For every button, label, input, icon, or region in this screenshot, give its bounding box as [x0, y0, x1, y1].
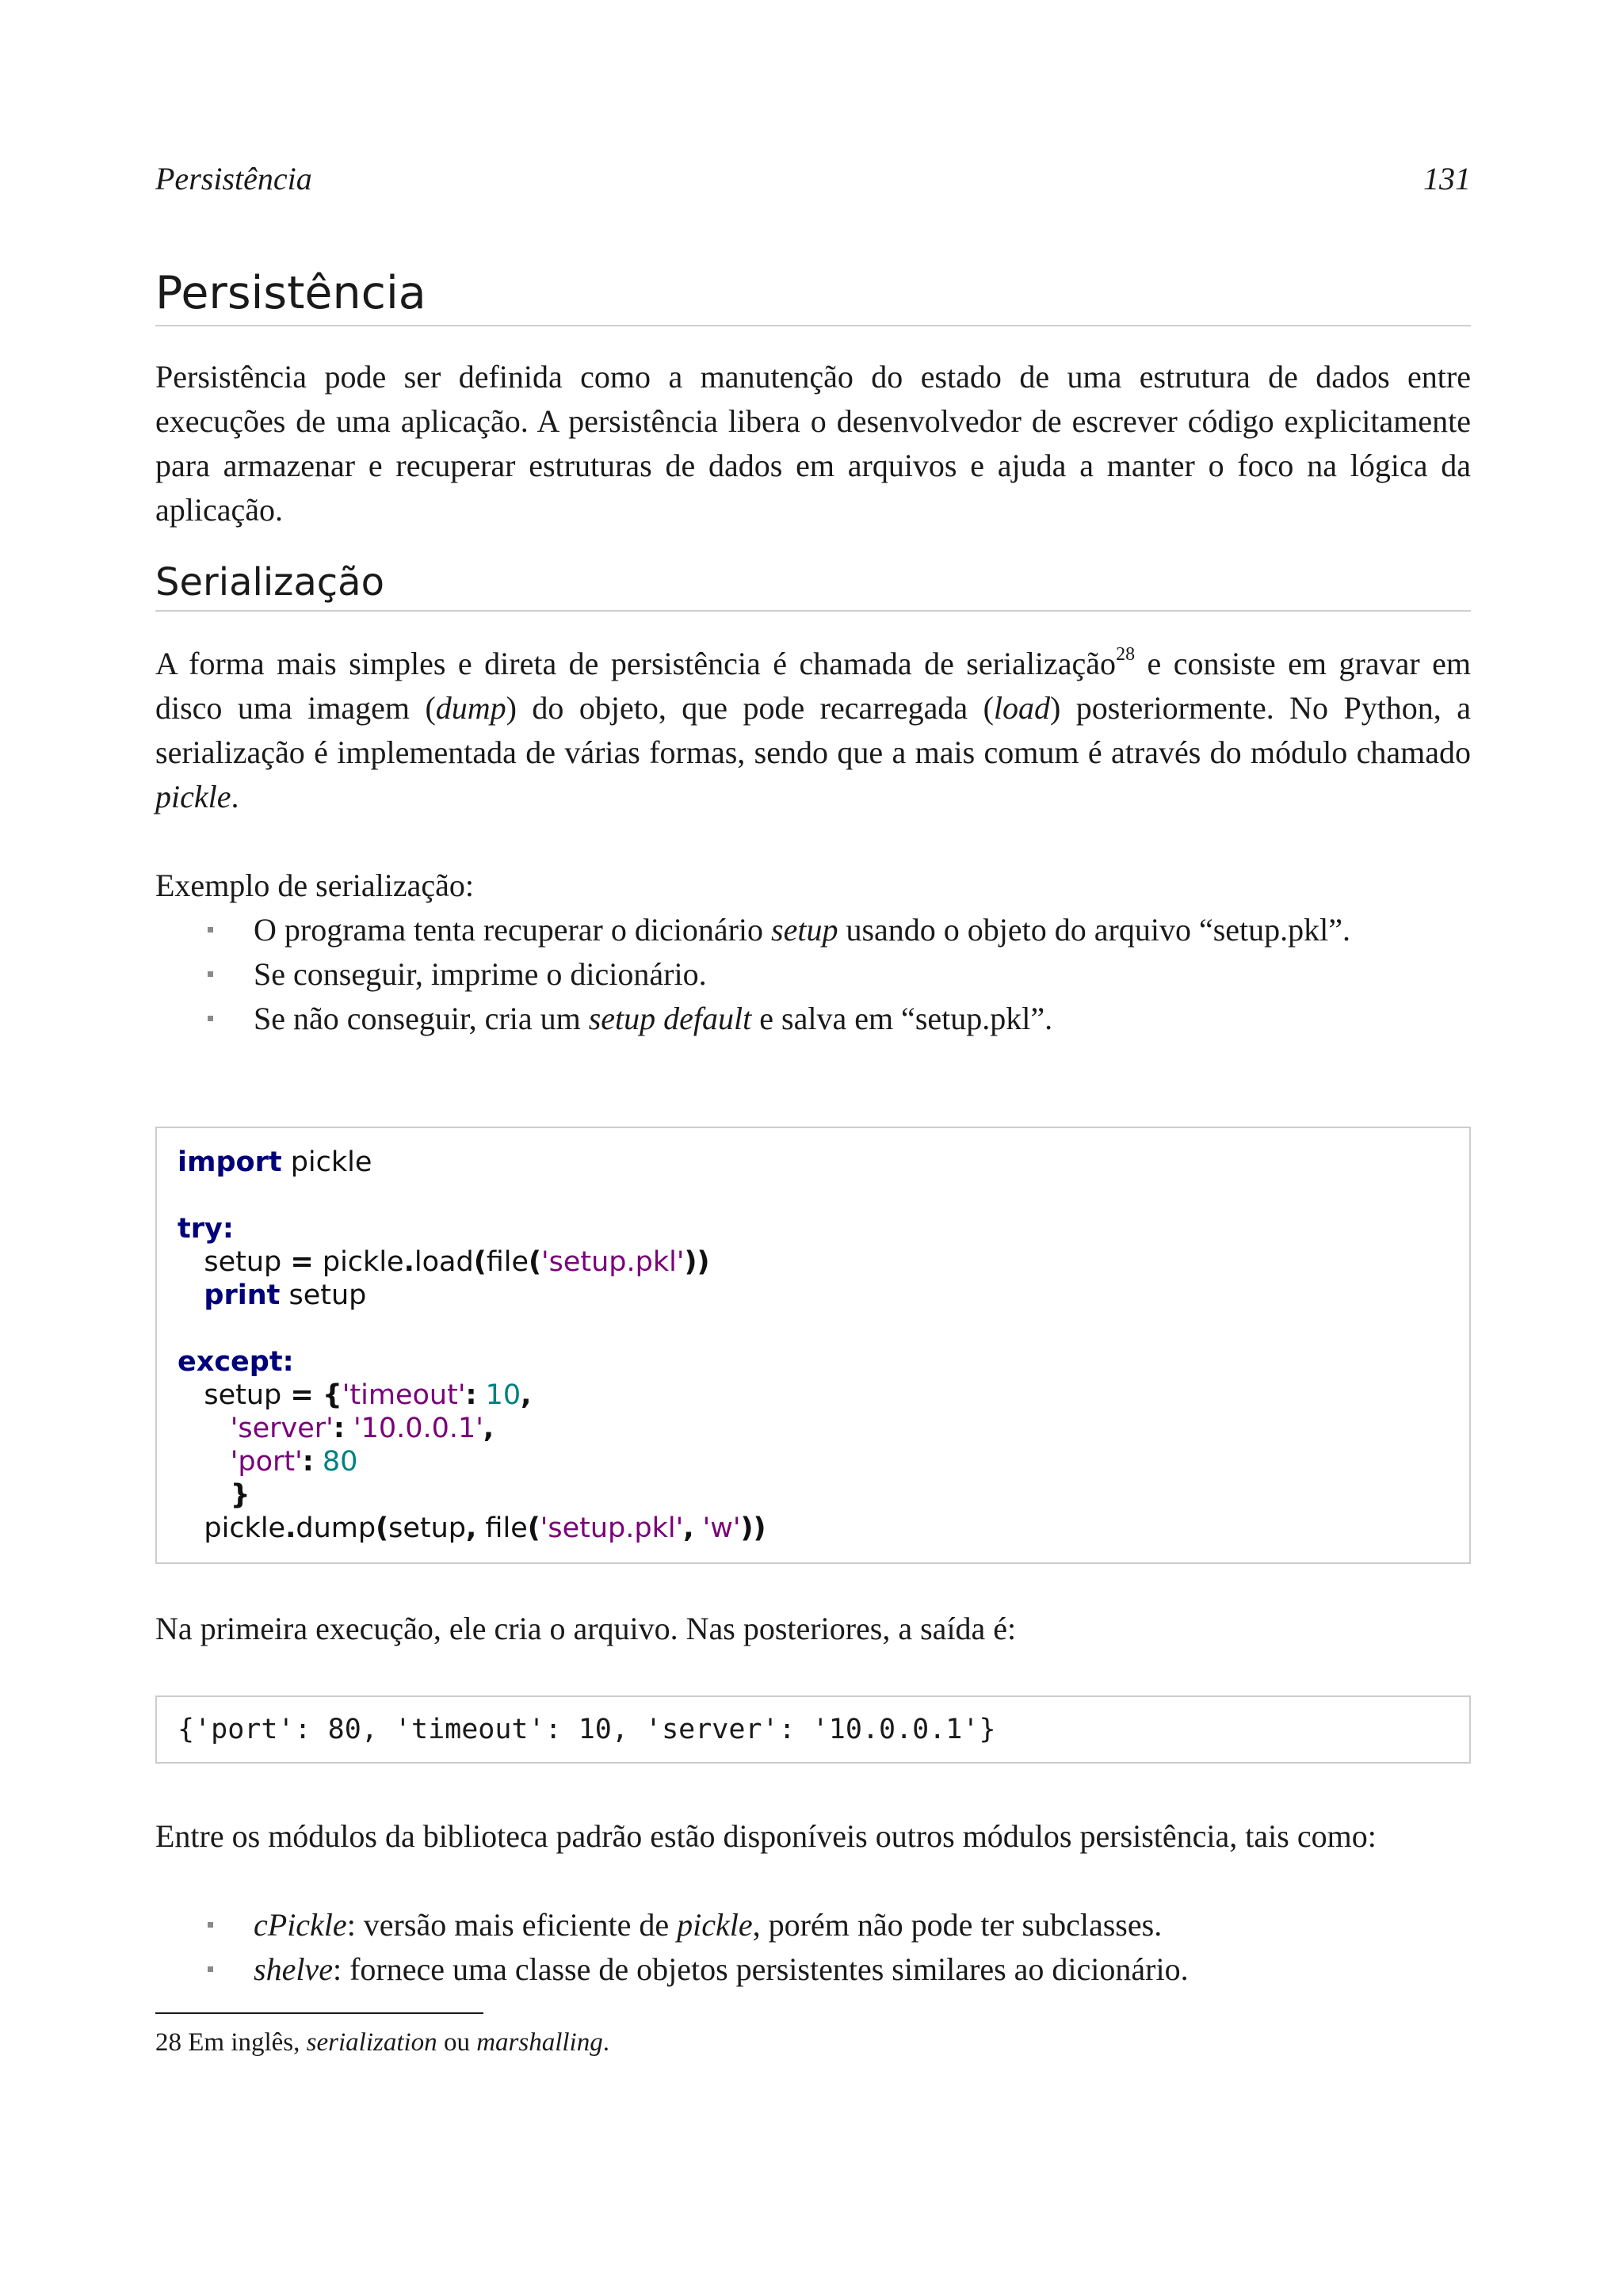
code-operator: ( [376, 1512, 389, 1544]
text-run: A forma mais simples e direta de persistência é chamada de serialização [155, 646, 1117, 681]
running-title: Persistência [155, 161, 312, 196]
code-string: 'server' [230, 1413, 334, 1444]
text-run: ou [437, 2028, 477, 2057]
term-load: load [993, 690, 1051, 726]
code-text: setup [178, 1379, 291, 1411]
code-line [178, 1146, 1449, 1179]
code-punct: : [282, 1346, 294, 1378]
code-keyword: try [178, 1213, 223, 1245]
code-string: '10.0.0.1' [353, 1413, 483, 1444]
term-pickle: pickle [155, 779, 231, 814]
example-label: Exemplo de serialização: [155, 868, 475, 903]
code-space [314, 1379, 323, 1411]
code-operator: { [322, 1379, 342, 1411]
footnote-divider [155, 2012, 483, 2014]
code-keyword: except [178, 1346, 283, 1378]
text-run: usando o objeto do arquivo “setup.pkl”. [838, 912, 1351, 948]
list-item [155, 1947, 1471, 1992]
code-operator: : [465, 1379, 477, 1411]
code-line [178, 1345, 1449, 1379]
code-indent [178, 1446, 231, 1478]
code-operator: )) [684, 1246, 710, 1278]
serialization-paragraph [155, 642, 1471, 819]
text-run: : versão mais eficiente de [346, 1907, 678, 1943]
code-number: 10 [485, 1379, 521, 1411]
code-operator: : [302, 1446, 314, 1478]
module-name-cpickle: cPickle [254, 1907, 347, 1943]
text-run: Se não conseguir, cria um [254, 1001, 589, 1036]
term-pickle: pickle [677, 1907, 753, 1943]
bullet-icon [208, 971, 213, 977]
code-operator: , [483, 1413, 495, 1444]
term-setup-default: setup default [588, 1001, 752, 1036]
code-line [178, 1212, 1449, 1245]
code-indent [178, 1280, 204, 1311]
code-space [694, 1512, 703, 1544]
modules-intro-paragraph: Entre os módulos da biblioteca padrão estão disponíveis outros módulos persistência, tais como: [155, 1818, 1377, 1854]
code-operator: ( [527, 1512, 540, 1544]
code-operator: , [466, 1512, 477, 1544]
code-text: pickle [313, 1246, 404, 1278]
code-text: setup [388, 1512, 466, 1544]
code-text: setup [280, 1280, 367, 1311]
page-number: 131 [1423, 161, 1471, 196]
code-operator: , [683, 1512, 694, 1544]
code-line [178, 1512, 1449, 1545]
term-dump: dump [435, 690, 506, 726]
code-line [178, 1445, 1449, 1478]
code-indent [178, 1413, 231, 1444]
text-run: Se conseguir, imprime o dicionário. [254, 956, 707, 992]
text-run: ) posteriormente. No Python, a serialização é implementada de várias formas, sendo que a mais comum é através do módulo chamado [155, 690, 1471, 770]
code-operator: . [285, 1512, 296, 1544]
code-text: pickle [178, 1512, 286, 1544]
list-item [155, 952, 1471, 997]
code-string: 'port' [230, 1446, 303, 1478]
list-item [155, 1903, 1471, 1947]
text-run: O programa tenta recuperar o dicionário [254, 912, 772, 948]
code-keyword: import [178, 1146, 282, 1178]
code-operator: ( [473, 1246, 487, 1278]
module-name-shelve: shelve [254, 1951, 333, 1987]
code-line [178, 1279, 1449, 1312]
code-operator: ( [529, 1246, 541, 1278]
code-text: pickle [281, 1146, 372, 1178]
code-text: load [414, 1246, 474, 1278]
code-text: file [486, 1246, 529, 1278]
code-blank-line [178, 1312, 1449, 1345]
code-line [178, 1412, 1449, 1445]
bullet-icon [208, 1966, 213, 1972]
footnote-ref[interactable]: 28 [1116, 644, 1136, 665]
code-string: 'timeout' [342, 1379, 466, 1411]
code-space [476, 1379, 485, 1411]
after-code-paragraph: Na primeira execução, ele cria o arquivo. Nas posteriores, a saída é: [155, 1611, 1017, 1646]
code-operator: } [230, 1479, 250, 1511]
code-line [178, 1245, 1449, 1279]
term-setup: setup [771, 912, 838, 948]
code-operator: )) [740, 1512, 766, 1544]
list-item [155, 997, 1471, 1041]
code-text: dump [296, 1512, 376, 1544]
code-keyword: print [204, 1280, 281, 1311]
text-run: , porém não pode ter subclasses. [752, 1907, 1163, 1943]
code-operator: = [290, 1246, 314, 1278]
text-run: . [231, 779, 239, 814]
text-run: e salva em “setup.pkl”. [751, 1001, 1053, 1036]
code-number: 80 [322, 1446, 358, 1478]
list-item [155, 908, 1471, 952]
intro-paragraph: Persistência pode ser definida como a manutenção do estado de uma estrutura de dados entre execuções de uma aplicação. A persistência libera o desenvolvedor de escrever código explicitamente para armazenar e recuperar estruturas de dados em arquivos e ajuda a manter o foco na lógica da aplicação. [155, 359, 1471, 528]
section-title: Serialização [155, 555, 1471, 612]
code-space [314, 1446, 323, 1478]
text-run: . [602, 2028, 609, 2057]
code-blank-line [178, 1179, 1449, 1212]
text-run: ) do objeto, que pode recarregada ( [506, 690, 994, 726]
code-space [345, 1413, 353, 1444]
chapter-title: Persistência [155, 261, 1471, 326]
code-indent [178, 1479, 231, 1511]
text-run: Em inglês, [181, 2028, 307, 2057]
code-text: file [476, 1512, 528, 1544]
code-punct: : [222, 1213, 234, 1245]
code-listing [155, 1127, 1471, 1564]
code-operator: , [521, 1379, 532, 1411]
bullet-icon [208, 1016, 213, 1021]
program-output: {'port': 80, 'timeout': 10, 'server': '10.0.0.1'} [155, 1695, 1471, 1764]
term-marshalling: marshalling [476, 2028, 603, 2057]
code-operator: . [403, 1246, 414, 1278]
code-line [178, 1478, 1449, 1512]
code-operator: = [290, 1379, 314, 1411]
footnote-number: 28 [155, 2028, 181, 2057]
bullet-icon [208, 927, 213, 933]
code-string: 'setup.pkl' [541, 1246, 685, 1278]
code-string: 'w' [702, 1512, 741, 1544]
example-steps-list [155, 908, 1471, 1041]
code-line [178, 1379, 1449, 1412]
term-serialization: serialization [306, 2028, 437, 2057]
footnote [155, 2024, 1471, 2061]
running-header [155, 157, 1471, 201]
code-text: setup [178, 1246, 291, 1278]
bullet-icon [208, 1922, 213, 1928]
text-run: e consiste em gravar em disco uma imagem ( [155, 646, 1471, 726]
code-string: 'setup.pkl' [540, 1512, 684, 1544]
text-run: : fornece uma classe de objetos persistentes similares ao dicionário. [332, 1951, 1189, 1987]
modules-list [155, 1903, 1471, 1992]
code-operator: : [333, 1413, 345, 1444]
